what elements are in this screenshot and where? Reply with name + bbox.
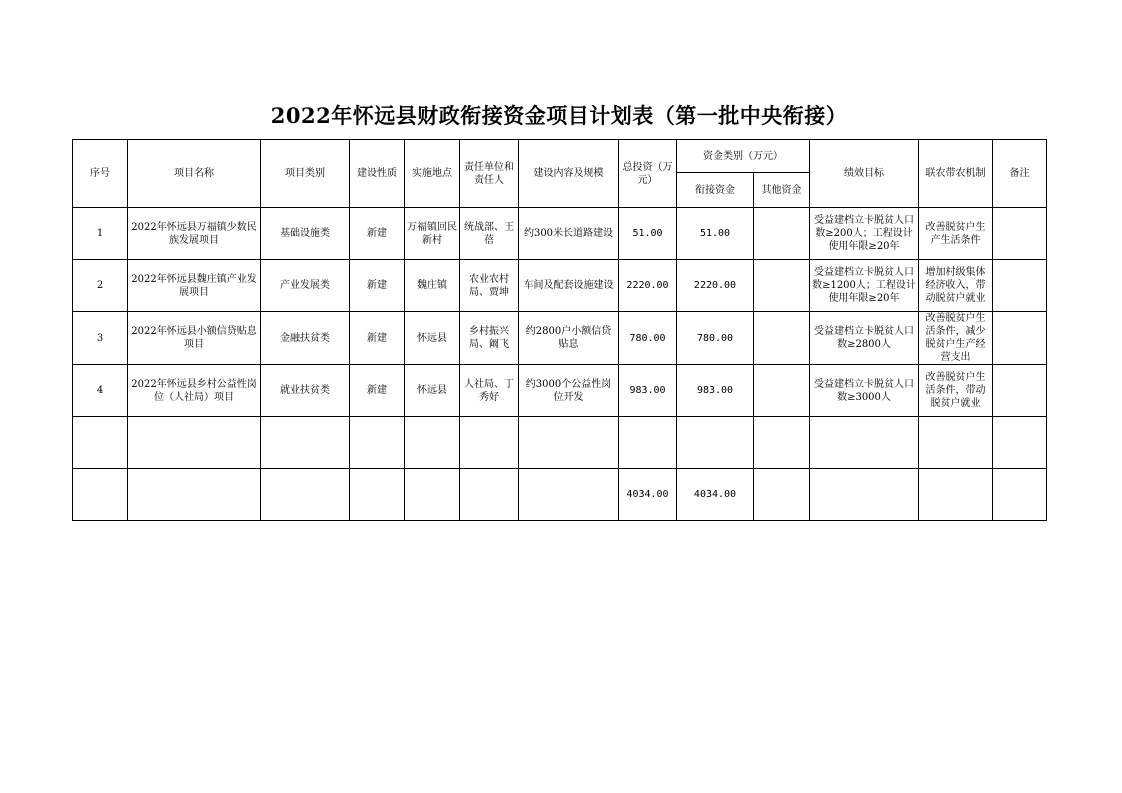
header-fund-type: 资金类别（万元） [677, 140, 810, 173]
cell-content: 约300米长道路建设 [519, 208, 619, 260]
cell-nature: 新建 [350, 365, 405, 417]
cell-location: 怀远县 [405, 312, 460, 365]
cell-nature: 新建 [350, 208, 405, 260]
cell-linked: 2220.00 [677, 260, 754, 312]
header-category: 项目类别 [261, 140, 350, 208]
cell-other [754, 208, 810, 260]
cell-mechanism: 改善脱贫户生产生活条件 [919, 208, 993, 260]
cell-other [754, 260, 810, 312]
header-location: 实施地点 [405, 140, 460, 208]
cell-category: 金融扶贫类 [261, 312, 350, 365]
cell-goal: 受益建档立卡脱贫人口数≥2800人 [810, 312, 919, 365]
table-row [73, 208, 1047, 260]
cell-responsible: 统战部、王蓓 [460, 208, 519, 260]
project-plan-table [72, 139, 1047, 521]
cell-seq: 3 [73, 312, 128, 365]
cell-other [754, 312, 810, 365]
cell-total: 2220.00 [619, 260, 677, 312]
cell-location: 魏庄镇 [405, 260, 460, 312]
summary-total: 4034.00 [619, 469, 677, 521]
cell-responsible: 乡村振兴局、阚飞 [460, 312, 519, 365]
cell-mechanism: 改善脱贫户生活条件，带动脱贫户就业 [919, 365, 993, 417]
cell-seq: 2 [73, 260, 128, 312]
cell-goal: 受益建档立卡脱贫人口数≥3000人 [810, 365, 919, 417]
cell-linked: 51.00 [677, 208, 754, 260]
header-responsible: 责任单位和责任人 [460, 140, 519, 208]
cell-total: 983.00 [619, 365, 677, 417]
cell-category: 基础设施类 [261, 208, 350, 260]
summary-row [73, 469, 1047, 521]
cell-content: 约3000个公益性岗位开发 [519, 365, 619, 417]
summary-linked: 4034.00 [677, 469, 754, 521]
empty-row [73, 417, 1047, 469]
header-content: 建设内容及规模 [519, 140, 619, 208]
cell-goal: 受益建档立卡脱贫人口数≥200人；工程设计使用年限≥20年 [810, 208, 919, 260]
cell-remark [993, 208, 1047, 260]
cell-name: 2022年怀远县魏庄镇产业发展项目 [128, 260, 261, 312]
cell-category: 就业扶贫类 [261, 365, 350, 417]
header-goal: 绩效目标 [810, 140, 919, 208]
cell-remark [993, 312, 1047, 365]
cell-seq: 4 [73, 365, 128, 417]
table-row [73, 312, 1047, 365]
cell-name: 2022年怀远县小额信贷贴息项目 [128, 312, 261, 365]
cell-remark [993, 365, 1047, 417]
cell-seq: 1 [73, 208, 128, 260]
cell-name: 2022年怀远县乡村公益性岗位（人社局）项目 [128, 365, 261, 417]
cell-nature: 新建 [350, 260, 405, 312]
cell-linked: 780.00 [677, 312, 754, 365]
cell-total: 780.00 [619, 312, 677, 365]
cell-content: 车间及配套设施建设 [519, 260, 619, 312]
page-title: 2022年怀远县财政衔接资金项目计划表（第一批中央衔接） [270, 103, 848, 128]
cell-category: 产业发展类 [261, 260, 350, 312]
cell-location: 怀远县 [405, 365, 460, 417]
cell-goal: 受益建档立卡脱贫人口数≥1200人；工程设计使用年限≥20年 [810, 260, 919, 312]
cell-other [754, 365, 810, 417]
cell-responsible: 农业农村局、贾坤 [460, 260, 519, 312]
header-name: 项目名称 [128, 140, 261, 208]
table-row [73, 365, 1047, 417]
cell-linked: 983.00 [677, 365, 754, 417]
cell-mechanism: 增加村级集体经济收入，带动脱贫户就业 [919, 260, 993, 312]
cell-content: 约2800户小额信贷贴息 [519, 312, 619, 365]
header-remark: 备注 [993, 140, 1047, 208]
cell-mechanism: 改善脱贫户生活条件，减少脱贫户生产经营支出 [919, 312, 993, 365]
table-row [73, 260, 1047, 312]
cell-responsible: 人社局、丁秀好 [460, 365, 519, 417]
header-total: 总投资（万元） [619, 140, 677, 208]
cell-remark [993, 260, 1047, 312]
header-mechanism: 联农带农机制 [919, 140, 993, 208]
header-seq: 序号 [73, 140, 128, 208]
cell-name: 2022年怀远县万福镇少数民族发展项目 [128, 208, 261, 260]
header-nature: 建设性质 [350, 140, 405, 208]
cell-total: 51.00 [619, 208, 677, 260]
header-fund-linked: 衔接资金 [677, 173, 754, 208]
header-fund-other: 其他资金 [754, 173, 810, 208]
cell-location: 万福镇回民新村 [405, 208, 460, 260]
cell-nature: 新建 [350, 312, 405, 365]
